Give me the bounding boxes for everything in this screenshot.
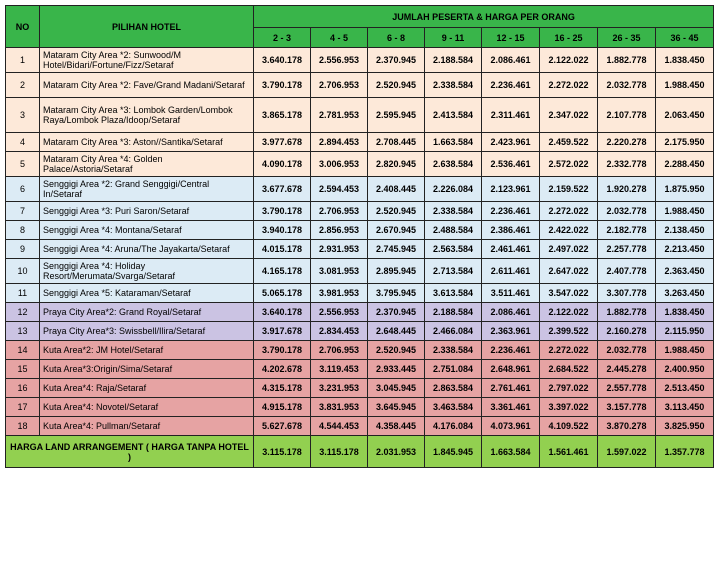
price-cell: 2.797.022 — [540, 379, 598, 398]
table-row — [6, 152, 714, 177]
header-pax-range: 36 - 45 — [656, 28, 714, 48]
price-cell: 2.638.584 — [425, 152, 482, 177]
table-row — [6, 48, 714, 73]
row-number: 5 — [6, 152, 40, 177]
row-number: 4 — [6, 133, 40, 152]
price-cell: 1.988.450 — [656, 73, 714, 98]
row-number: 2 — [6, 73, 40, 98]
footer-row — [6, 436, 714, 468]
price-cell: 2.175.950 — [656, 133, 714, 152]
price-cell: 2.894.453 — [311, 133, 368, 152]
price-cell: 2.272.022 — [540, 202, 598, 221]
price-cell: 3.865.178 — [254, 98, 311, 133]
price-cell: 4.315.178 — [254, 379, 311, 398]
price-cell: 3.831.953 — [311, 398, 368, 417]
price-cell: 4.015.178 — [254, 240, 311, 259]
hotel-name: Kuta Area*4: Raja/Setaraf — [40, 379, 254, 398]
price-cell: 2.338.584 — [425, 202, 482, 221]
price-cell: 2.288.450 — [656, 152, 714, 177]
price-cell: 3.940.178 — [254, 221, 311, 240]
price-cell: 3.119.453 — [311, 360, 368, 379]
hotel-name: Senggigi Area *4: Aruna/The Jayakarta/Setaraf — [40, 240, 254, 259]
hotel-name: Praya City Area*3: Swissbell/Ilira/Setaraf — [40, 322, 254, 341]
hotel-name: Mataram City Area *4: Golden Palace/Astoria/Setaraf — [40, 152, 254, 177]
footer-price: 3.115.178 — [254, 436, 311, 468]
hotel-name: Kuta Area*3:Origin/Sima/Setaraf — [40, 360, 254, 379]
hotel-name: Mataram City Area *3: Lombok Garden/Lombok Raya/Lombok Plaza/Idoop/Setaraf — [40, 98, 254, 133]
row-number: 16 — [6, 379, 40, 398]
price-cell: 2.611.461 — [482, 259, 540, 284]
row-number: 17 — [6, 398, 40, 417]
price-cell: 2.647.022 — [540, 259, 598, 284]
price-cell: 3.361.461 — [482, 398, 540, 417]
price-cell: 4.176.084 — [425, 417, 482, 436]
row-number: 13 — [6, 322, 40, 341]
footer-price: 1.663.584 — [482, 436, 540, 468]
price-cell: 2.032.778 — [598, 202, 656, 221]
price-cell: 2.413.584 — [425, 98, 482, 133]
price-cell: 2.684.522 — [540, 360, 598, 379]
table-row — [6, 133, 714, 152]
price-cell: 2.556.953 — [311, 303, 368, 322]
table-row — [6, 303, 714, 322]
header-pax-range: 26 - 35 — [598, 28, 656, 48]
price-cell: 4.544.453 — [311, 417, 368, 436]
price-cell: 2.159.522 — [540, 177, 598, 202]
price-cell: 3.795.945 — [368, 284, 425, 303]
price-cell: 2.408.445 — [368, 177, 425, 202]
hotel-name: Kuta Area*4: Novotel/Setaraf — [40, 398, 254, 417]
price-cell: 2.708.445 — [368, 133, 425, 152]
table-row — [6, 341, 714, 360]
footer-price: 2.031.953 — [368, 436, 425, 468]
price-cell: 1.920.278 — [598, 177, 656, 202]
price-cell: 2.363.961 — [482, 322, 540, 341]
price-cell: 2.572.022 — [540, 152, 598, 177]
price-cell: 4.915.178 — [254, 398, 311, 417]
table-row — [6, 398, 714, 417]
price-cell: 3.006.953 — [311, 152, 368, 177]
price-cell: 2.386.461 — [482, 221, 540, 240]
price-cell: 3.640.178 — [254, 303, 311, 322]
price-cell: 2.557.778 — [598, 379, 656, 398]
footer-price: 1.561.461 — [540, 436, 598, 468]
price-cell: 2.520.945 — [368, 202, 425, 221]
price-cell: 5.065.178 — [254, 284, 311, 303]
price-cell: 2.513.450 — [656, 379, 714, 398]
hotel-name: Mataram City Area *2: Sunwood/M Hotel/Bidari/Fortune/Fizz/Setaraf — [40, 48, 254, 73]
row-number: 12 — [6, 303, 40, 322]
hotel-name: Kuta Area*4: Pullman/Setaraf — [40, 417, 254, 436]
price-cell: 2.188.584 — [425, 303, 482, 322]
price-cell: 2.213.450 — [656, 240, 714, 259]
price-cell: 2.138.450 — [656, 221, 714, 240]
footer-price: 3.115.178 — [311, 436, 368, 468]
price-cell: 3.157.778 — [598, 398, 656, 417]
price-cell: 2.311.461 — [482, 98, 540, 133]
price-cell: 2.423.961 — [482, 133, 540, 152]
price-cell: 2.863.584 — [425, 379, 482, 398]
price-cell: 2.363.450 — [656, 259, 714, 284]
price-cell: 3.790.178 — [254, 73, 311, 98]
hotel-name: Mataram City Area *2: Fave/Grand Madani/Setaraf — [40, 73, 254, 98]
price-cell: 3.231.953 — [311, 379, 368, 398]
price-cell: 2.115.950 — [656, 322, 714, 341]
price-cell: 2.236.461 — [482, 202, 540, 221]
price-cell: 3.677.678 — [254, 177, 311, 202]
price-cell: 2.086.461 — [482, 48, 540, 73]
price-cell: 2.556.953 — [311, 48, 368, 73]
header-pax-range: 4 - 5 — [311, 28, 368, 48]
header-pax-range: 2 - 3 — [254, 28, 311, 48]
price-cell: 2.370.945 — [368, 48, 425, 73]
price-cell: 2.497.022 — [540, 240, 598, 259]
price-cell: 2.338.584 — [425, 341, 482, 360]
price-cell: 4.073.961 — [482, 417, 540, 436]
hotel-name: Mataram City Area *3: Aston//Santika/Setaraf — [40, 133, 254, 152]
price-cell: 2.032.778 — [598, 341, 656, 360]
hotel-name: Senggigi Area *4: Montana/Setaraf — [40, 221, 254, 240]
hotel-name: Senggigi Area *4: Holiday Resort/Merumata/Svarga/Setaraf — [40, 259, 254, 284]
price-cell: 2.220.278 — [598, 133, 656, 152]
price-cell: 2.781.953 — [311, 98, 368, 133]
price-cell: 1.838.450 — [656, 303, 714, 322]
price-cell: 2.347.022 — [540, 98, 598, 133]
hotel-name: Kuta Area*2: JM Hotel/Setaraf — [40, 341, 254, 360]
price-cell: 2.370.945 — [368, 303, 425, 322]
price-cell: 3.917.678 — [254, 322, 311, 341]
hotel-name: Senggigi Area *5: Kataraman/Setaraf — [40, 284, 254, 303]
price-cell: 2.407.778 — [598, 259, 656, 284]
price-cell: 1.882.778 — [598, 48, 656, 73]
price-cell: 2.399.522 — [540, 322, 598, 341]
table-row — [6, 259, 714, 284]
price-cell: 2.160.278 — [598, 322, 656, 341]
header-pax-range: 6 - 8 — [368, 28, 425, 48]
row-number: 15 — [6, 360, 40, 379]
price-cell: 2.670.945 — [368, 221, 425, 240]
price-cell: 3.045.945 — [368, 379, 425, 398]
price-cell: 2.272.022 — [540, 73, 598, 98]
price-cell: 2.445.278 — [598, 360, 656, 379]
table-row — [6, 360, 714, 379]
row-number: 14 — [6, 341, 40, 360]
hotel-name: Senggigi Area *2: Grand Senggigi/Central In/Setaraf — [40, 177, 254, 202]
price-cell: 2.488.584 — [425, 221, 482, 240]
row-number: 10 — [6, 259, 40, 284]
price-cell: 2.648.445 — [368, 322, 425, 341]
table-row — [6, 177, 714, 202]
row-number: 3 — [6, 98, 40, 133]
row-number: 1 — [6, 48, 40, 73]
footer-price: 1.845.945 — [425, 436, 482, 468]
table-row — [6, 379, 714, 398]
price-cell: 2.086.461 — [482, 303, 540, 322]
price-cell: 3.081.953 — [311, 259, 368, 284]
price-cell: 2.332.778 — [598, 152, 656, 177]
price-cell: 3.645.945 — [368, 398, 425, 417]
header-pax-range: 12 - 15 — [482, 28, 540, 48]
price-cell: 2.895.945 — [368, 259, 425, 284]
hotel-name: Senggigi Area *3: Puri Saron/Setaraf — [40, 202, 254, 221]
price-cell: 2.226.084 — [425, 177, 482, 202]
price-cell: 3.981.953 — [311, 284, 368, 303]
footer-label: HARGA LAND ARRANGEMENT ( HARGA TANPA HOTEL ) — [6, 436, 254, 468]
price-cell: 3.511.461 — [482, 284, 540, 303]
price-cell: 2.422.022 — [540, 221, 598, 240]
price-cell: 1.663.584 — [425, 133, 482, 152]
price-cell: 1.838.450 — [656, 48, 714, 73]
price-cell: 3.640.178 — [254, 48, 311, 73]
table-row — [6, 202, 714, 221]
price-cell: 5.627.678 — [254, 417, 311, 436]
price-cell: 2.032.778 — [598, 73, 656, 98]
price-cell: 2.182.778 — [598, 221, 656, 240]
table-row — [6, 98, 714, 133]
price-cell: 2.063.450 — [656, 98, 714, 133]
price-cell: 2.400.950 — [656, 360, 714, 379]
price-cell: 2.338.584 — [425, 73, 482, 98]
price-cell: 2.520.945 — [368, 341, 425, 360]
header-pax-range: 16 - 25 — [540, 28, 598, 48]
row-number: 6 — [6, 177, 40, 202]
price-cell: 2.820.945 — [368, 152, 425, 177]
price-cell: 2.706.953 — [311, 73, 368, 98]
price-cell: 3.870.278 — [598, 417, 656, 436]
header-pax-range: 9 - 11 — [425, 28, 482, 48]
price-cell: 3.790.178 — [254, 202, 311, 221]
table-row — [6, 73, 714, 98]
price-cell: 3.825.950 — [656, 417, 714, 436]
price-cell: 1.988.450 — [656, 202, 714, 221]
price-cell: 2.107.778 — [598, 98, 656, 133]
price-cell: 2.536.461 — [482, 152, 540, 177]
price-cell: 3.397.022 — [540, 398, 598, 417]
price-cell: 3.790.178 — [254, 341, 311, 360]
price-cell: 3.547.022 — [540, 284, 598, 303]
price-cell: 2.594.453 — [311, 177, 368, 202]
table-row — [6, 240, 714, 259]
price-cell: 2.122.022 — [540, 48, 598, 73]
price-cell: 2.745.945 — [368, 240, 425, 259]
hotel-name: Praya City Area*2: Grand Royal/Setaraf — [40, 303, 254, 322]
row-number: 9 — [6, 240, 40, 259]
price-cell: 3.613.584 — [425, 284, 482, 303]
price-cell: 4.090.178 — [254, 152, 311, 177]
footer-price: 1.597.022 — [598, 436, 656, 468]
price-cell: 3.113.450 — [656, 398, 714, 417]
price-cell: 2.520.945 — [368, 73, 425, 98]
price-cell: 2.856.953 — [311, 221, 368, 240]
price-cell: 2.834.453 — [311, 322, 368, 341]
price-cell: 2.123.961 — [482, 177, 540, 202]
table-row — [6, 322, 714, 341]
table-row — [6, 417, 714, 436]
footer-price: 1.357.778 — [656, 436, 714, 468]
price-cell: 3.463.584 — [425, 398, 482, 417]
price-cell: 3.307.778 — [598, 284, 656, 303]
price-cell: 2.459.522 — [540, 133, 598, 152]
price-cell: 3.263.450 — [656, 284, 714, 303]
price-cell: 4.165.178 — [254, 259, 311, 284]
price-cell: 2.466.084 — [425, 322, 482, 341]
price-cell: 2.648.961 — [482, 360, 540, 379]
price-table-container — [5, 5, 713, 468]
price-cell: 1.875.950 — [656, 177, 714, 202]
price-cell: 2.706.953 — [311, 202, 368, 221]
price-cell: 2.595.945 — [368, 98, 425, 133]
row-number: 11 — [6, 284, 40, 303]
row-number: 18 — [6, 417, 40, 436]
price-cell: 4.358.445 — [368, 417, 425, 436]
price-cell: 2.761.461 — [482, 379, 540, 398]
price-table — [5, 5, 714, 468]
price-cell: 2.563.584 — [425, 240, 482, 259]
price-cell: 2.713.584 — [425, 259, 482, 284]
table-row — [6, 284, 714, 303]
price-cell: 2.751.084 — [425, 360, 482, 379]
price-cell: 2.257.778 — [598, 240, 656, 259]
price-cell: 3.977.678 — [254, 133, 311, 152]
header-no: NO — [6, 6, 40, 48]
price-cell: 2.272.022 — [540, 341, 598, 360]
header-group: JUMLAH PESERTA & HARGA PER ORANG — [254, 6, 714, 28]
row-number: 7 — [6, 202, 40, 221]
header-hotel: PILIHAN HOTEL — [40, 6, 254, 48]
price-cell: 2.236.461 — [482, 341, 540, 360]
price-cell: 2.461.461 — [482, 240, 540, 259]
price-cell: 1.882.778 — [598, 303, 656, 322]
price-cell: 2.188.584 — [425, 48, 482, 73]
table-row — [6, 221, 714, 240]
price-cell: 2.236.461 — [482, 73, 540, 98]
row-number: 8 — [6, 221, 40, 240]
price-cell: 2.122.022 — [540, 303, 598, 322]
price-cell: 1.988.450 — [656, 341, 714, 360]
price-cell: 2.931.953 — [311, 240, 368, 259]
price-cell: 2.933.445 — [368, 360, 425, 379]
table-body — [6, 48, 714, 436]
price-cell: 2.706.953 — [311, 341, 368, 360]
price-cell: 4.109.522 — [540, 417, 598, 436]
price-cell: 4.202.678 — [254, 360, 311, 379]
